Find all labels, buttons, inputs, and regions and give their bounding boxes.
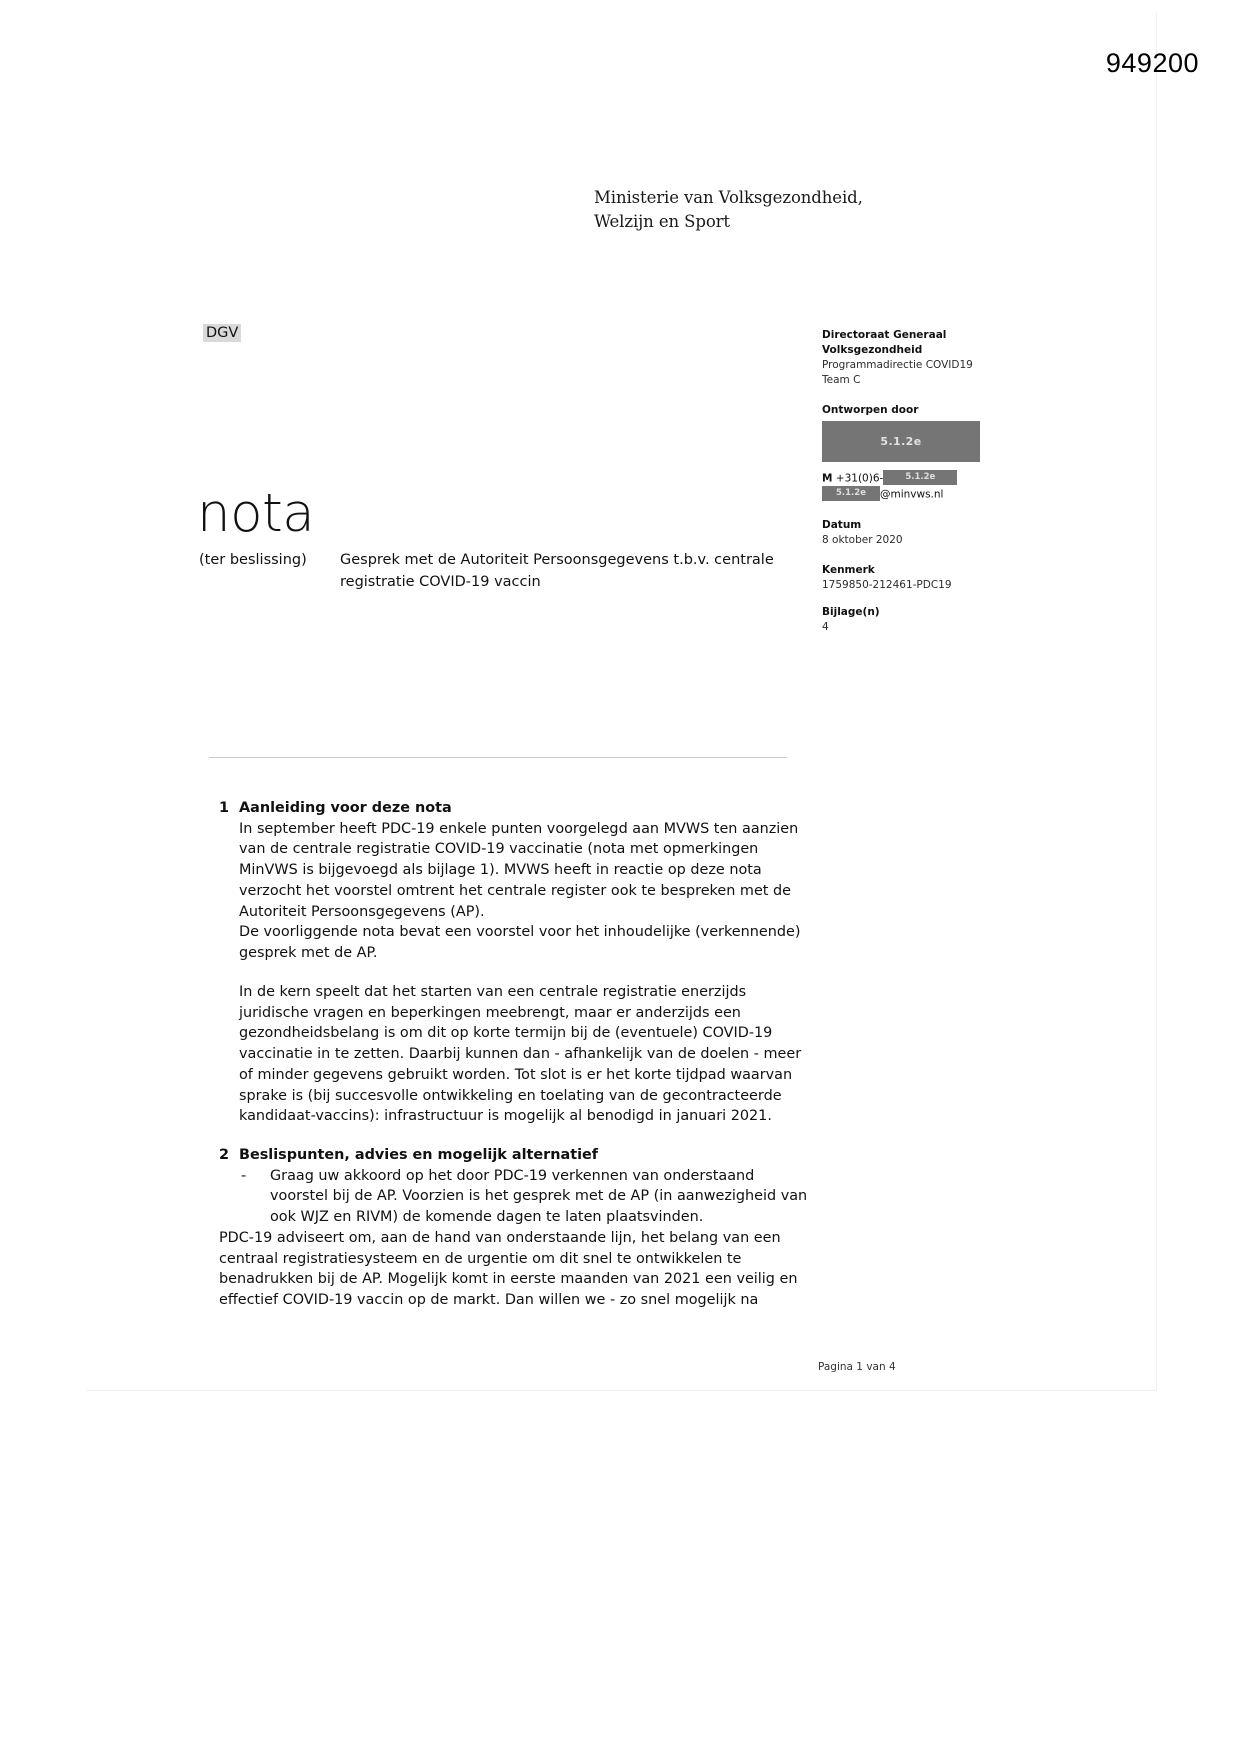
section-1-number: 1 — [219, 800, 230, 816]
section-2-paragraph-1: PDC-19 adviseert om, aan de hand van onderstaande lijn, het belang van een centraal registratiesysteem en de urgentie om dit snel te ontwikkelen te benadrukken bij de AP. Mogelijk komt in eerste maanden van 2021 een veilig en effectief COVID-19 vaccin op de markt. Dan willen we - zo snel mogelijk na — [219, 1229, 798, 1309]
ministry-line-2: Welzijn en Sport — [594, 211, 730, 231]
document-body — [219, 798, 809, 1311]
date-label: Datum — [822, 519, 862, 532]
dgv-highlight-tag: DGV — [203, 324, 241, 342]
section-1 — [219, 798, 809, 1127]
document-meta-column — [822, 328, 1022, 635]
scan-number: 949200 — [1105, 48, 1199, 78]
date-value: 8 oktober 2020 — [822, 534, 903, 547]
directorate-line-1: Directoraat Generaal — [822, 329, 947, 341]
directorate-line-2: Volksgezondheid — [822, 343, 923, 356]
reference-group — [822, 563, 1022, 593]
dash-bullet-icon: - — [241, 1167, 247, 1184]
ministry-logo-text — [594, 186, 863, 234]
section-1-heading: Aanleiding voor deze nota — [239, 800, 452, 816]
email-domain: @minvws.nl — [879, 488, 944, 501]
section-1-paragraph-3: In de kern speelt dat het starten van een centrale registratie enerzijds juridische vragen en beperkingen meebrengt, maar er anderzijds een gezondheidsbelang is om dit op korte termijn bij de (eventuele) COVID-19 vaccinatie in te zetten. Daarbij kunnen dan - afhankelijk van de doelen - meer of minder gegevens gebruikt worden. Tot slot is er het korte tijdpad waarvan sprake is (bij succesvolle ontwikkeling en toelating van de gecontracteerde kandidaat-vaccins): infrastructuur is mogelijk al benodigd in januari 2021. — [239, 983, 802, 1125]
page-footer: Pagina 1 van 4 — [818, 1361, 896, 1373]
section-2-bullet-list — [219, 1166, 809, 1228]
header-divider — [209, 757, 787, 758]
document-kind: (ter beslissing) — [199, 552, 307, 568]
section-2 — [219, 1145, 809, 1311]
attachments-value: 4 — [822, 620, 829, 633]
document-subject: Gesprek met de Autoriteit Persoonsgegevens t.b.v. centrale registratie COVID-19 vaccin — [340, 552, 774, 590]
email-line — [822, 487, 1022, 503]
reference-value: 1759850-212461-PDC19 — [822, 579, 952, 592]
section-1-paragraph-2: De voorliggende nota bevat een voorstel voor het inhoudelijke (verkennende) gesprek met de AP. — [239, 924, 801, 962]
phone-line — [822, 471, 1022, 487]
phone-redaction: 5.1.2e — [883, 470, 957, 485]
section-2-number: 2 — [219, 1147, 230, 1164]
attachments-label: Bijlage(n) — [822, 606, 880, 619]
reference-label: Kenmerk — [822, 564, 875, 577]
team-name: Team C — [822, 373, 861, 386]
contact-block — [822, 471, 1022, 503]
designed-by-group — [822, 403, 1022, 463]
ministry-line-1: Ministerie van Volksgezondheid, — [594, 188, 863, 207]
section-2-bullet-1: Graag uw akkoord op het door PDC-19 verkennen van onderstaand voorstel bij de AP. Voorzien is het gesprek met de AP (in aanwezigheid van ook WJZ en RIVM) de komende dagen te laten plaatsvinden. — [270, 1167, 808, 1226]
attachments-group — [822, 605, 1022, 635]
designed-by-redaction: 5.1.2e — [822, 421, 980, 463]
date-group — [822, 518, 1022, 548]
section-1-paragraph-1: In september heeft PDC-19 enkele punten voorgelegd aan MVWS ten aanzien van de centrale registratie COVID-19 vaccinatie (nota met opmerkingen MinVWS is bijgevoegd als bijlage 1). MVWS heeft in reactie op deze nota verzocht het voorstel omtrent het centrale register ook te bespreken met de Autoriteit Persoonsgegevens (AP). — [239, 820, 799, 920]
phone-prefix: +31(0)6- — [835, 472, 884, 485]
section-2-heading: Beslispunten, advies en mogelijk alternatief — [239, 1147, 599, 1164]
email-redaction: 5.1.2e — [822, 486, 880, 501]
mobile-label: M — [822, 472, 833, 485]
designed-by-label: Ontworpen door — [822, 403, 919, 416]
page-title: nota — [197, 483, 315, 544]
list-item — [219, 1166, 809, 1228]
programme-directorate: Programmadirectie COVID19 — [822, 358, 973, 371]
